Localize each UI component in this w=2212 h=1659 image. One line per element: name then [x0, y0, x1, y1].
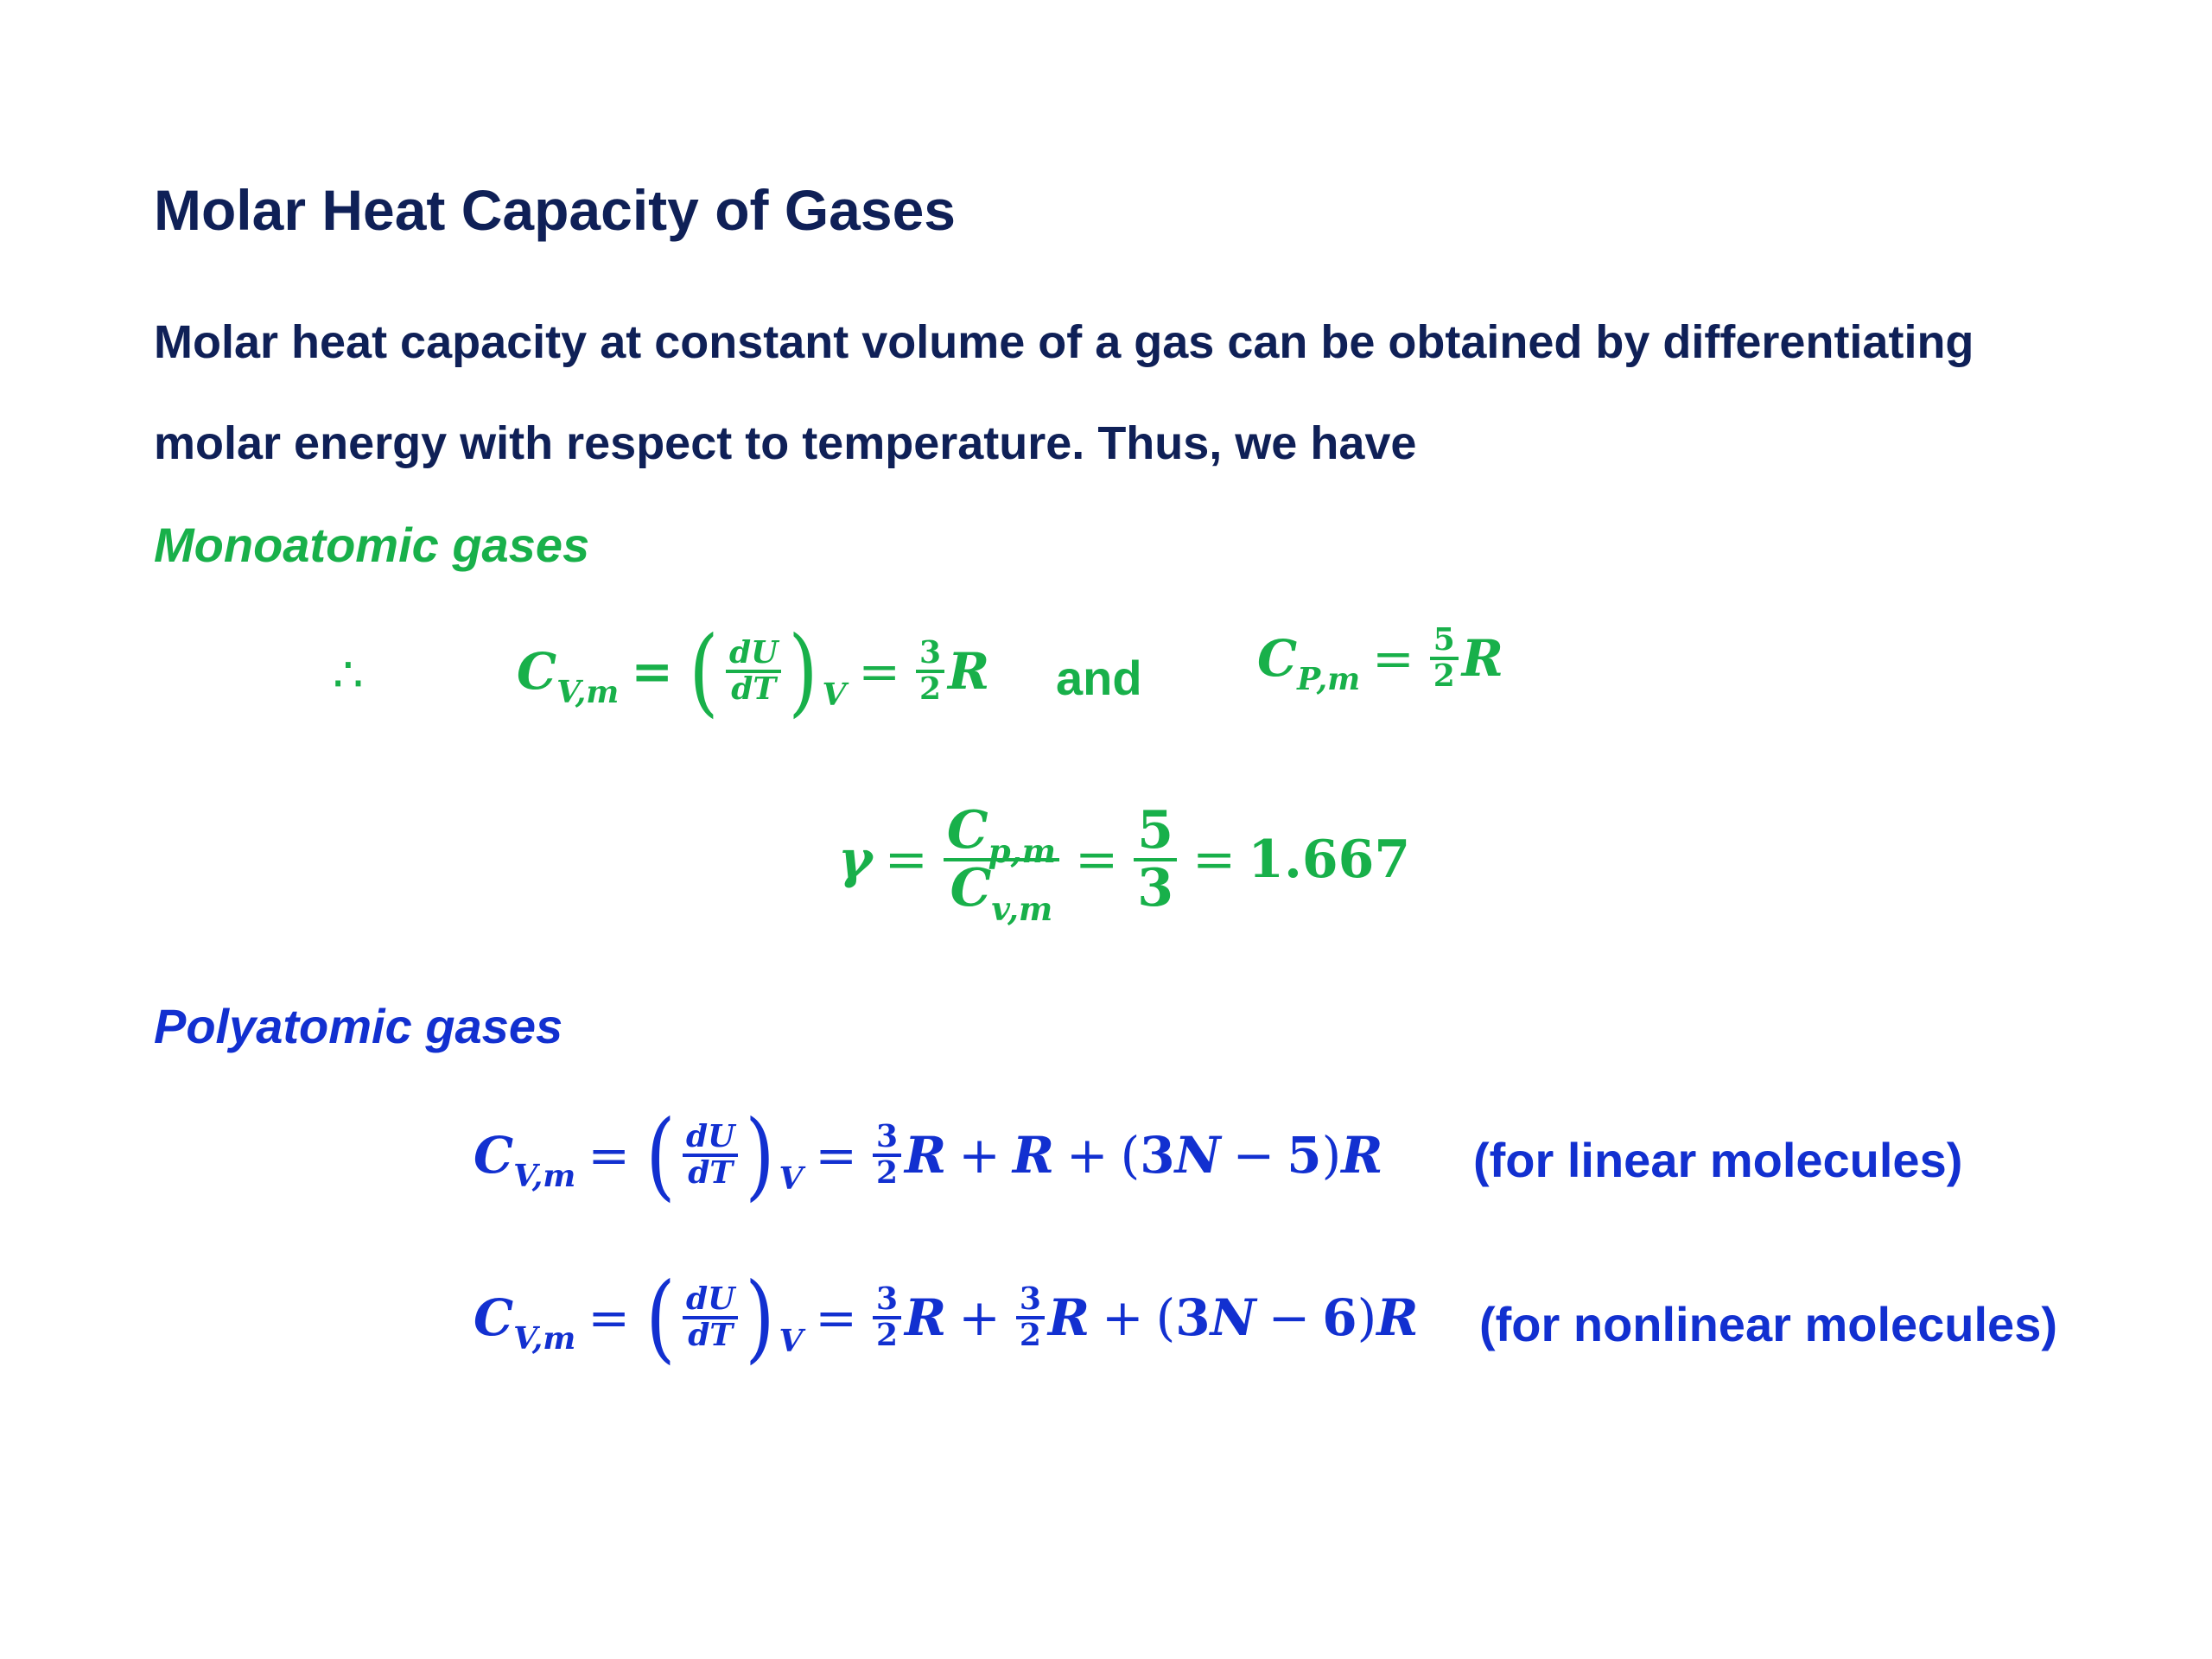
equals-sign: = [815, 1126, 857, 1185]
right-paren: ) [745, 1262, 776, 1373]
cv-monoatomic-equation [517, 616, 990, 727]
cv-nonlinear-equation [474, 1262, 1419, 1373]
plus-sign: + [958, 1288, 1001, 1348]
three-halves-fraction: $\frac{3}{2}$ [873, 1283, 901, 1352]
right-paren: ) [745, 1100, 776, 1211]
five-halves-fraction: $\frac{5}{2}$ [1430, 624, 1459, 693]
gamma-equation [838, 800, 1411, 928]
gas-constant-r: R [905, 1126, 947, 1185]
gas-constant-r: R [1047, 1288, 1090, 1348]
right-paren: ) [788, 616, 819, 727]
equals-sign: = [815, 1288, 857, 1348]
cv-symbol: $C_{V,m}$ [474, 1126, 576, 1195]
du-dt-fraction: $\frac{dU}{dT}$ [683, 1283, 739, 1352]
gas-constant-r: R [1461, 628, 1503, 688]
gamma-value: 1.667 [1248, 830, 1411, 890]
du-dt-fraction: $\frac{dU}{dT}$ [683, 1121, 739, 1190]
plus-sign: + [958, 1126, 1001, 1185]
subscript-v: V [779, 1323, 804, 1360]
left-paren: ( [645, 1100, 676, 1211]
cv-symbol: $C_{V,m}$ [474, 1288, 576, 1357]
three-halves-fraction: $\frac{3}{2}$ [1016, 1283, 1045, 1352]
cp-over-cv-fraction: $\frac{C_{p,m}}{C_{v,m}}$ [944, 804, 1059, 916]
vibrational-term: (3N − 5)R [1120, 1126, 1383, 1185]
page-title: Molar Heat Capacity of Gases [154, 178, 956, 242]
three-halves-fraction: $\frac{3}{2}$ [873, 1121, 901, 1190]
therefore-symbol: ∴ [333, 647, 364, 702]
cp-monoatomic-equation [1257, 621, 1503, 697]
intro-line-2: molar energy with respect to temperature. Thus, we have [154, 417, 1417, 469]
du-dt-fraction: $\frac{dU}{dT}$ [726, 637, 782, 706]
subscript-v: V [822, 677, 847, 714]
equals-sign: = [588, 1126, 630, 1185]
vibrational-term: (3N − 6)R [1155, 1288, 1419, 1348]
equals-sign: = [858, 642, 900, 702]
cp-symbol: $C_{P,m}$ [1257, 628, 1361, 697]
gamma-symbol: γ [838, 830, 873, 890]
cv-symbol: $C_{V,m}$ [517, 642, 620, 711]
monoatomic-heading: Monoatomic gases [154, 518, 590, 572]
equals-sign: = [588, 1288, 630, 1348]
five-thirds-fraction: $\frac{5}{3}$ [1134, 804, 1177, 916]
plus-sign: + [1102, 1288, 1144, 1348]
subscript-v: V [779, 1160, 804, 1198]
nonlinear-molecules-note: (for nonlinear molecules) [1479, 1297, 2057, 1351]
polyatomic-heading: Polyatomic gases [154, 999, 563, 1053]
and-word: and [1056, 651, 1142, 705]
equals-sign: = [631, 642, 673, 702]
plus-sign: + [1066, 1126, 1109, 1185]
three-halves-fraction: $\frac{3}{2}$ [916, 637, 944, 706]
left-paren: ( [689, 616, 719, 727]
equals-sign: = [884, 830, 928, 890]
equals-sign: = [1372, 628, 1414, 688]
equals-sign: = [1192, 830, 1236, 890]
gas-constant-r: R [948, 642, 990, 702]
linear-molecules-note: (for linear molecules) [1473, 1133, 1963, 1187]
gas-constant-r: R [1012, 1126, 1055, 1185]
gas-constant-r: R [905, 1288, 947, 1348]
left-paren: ( [645, 1262, 676, 1373]
cv-linear-equation [474, 1100, 1383, 1211]
intro-line-1: Molar heat capacity at constant volume of a gas can be obtained by differentiating [154, 316, 1974, 368]
equals-sign: = [1074, 830, 1119, 890]
